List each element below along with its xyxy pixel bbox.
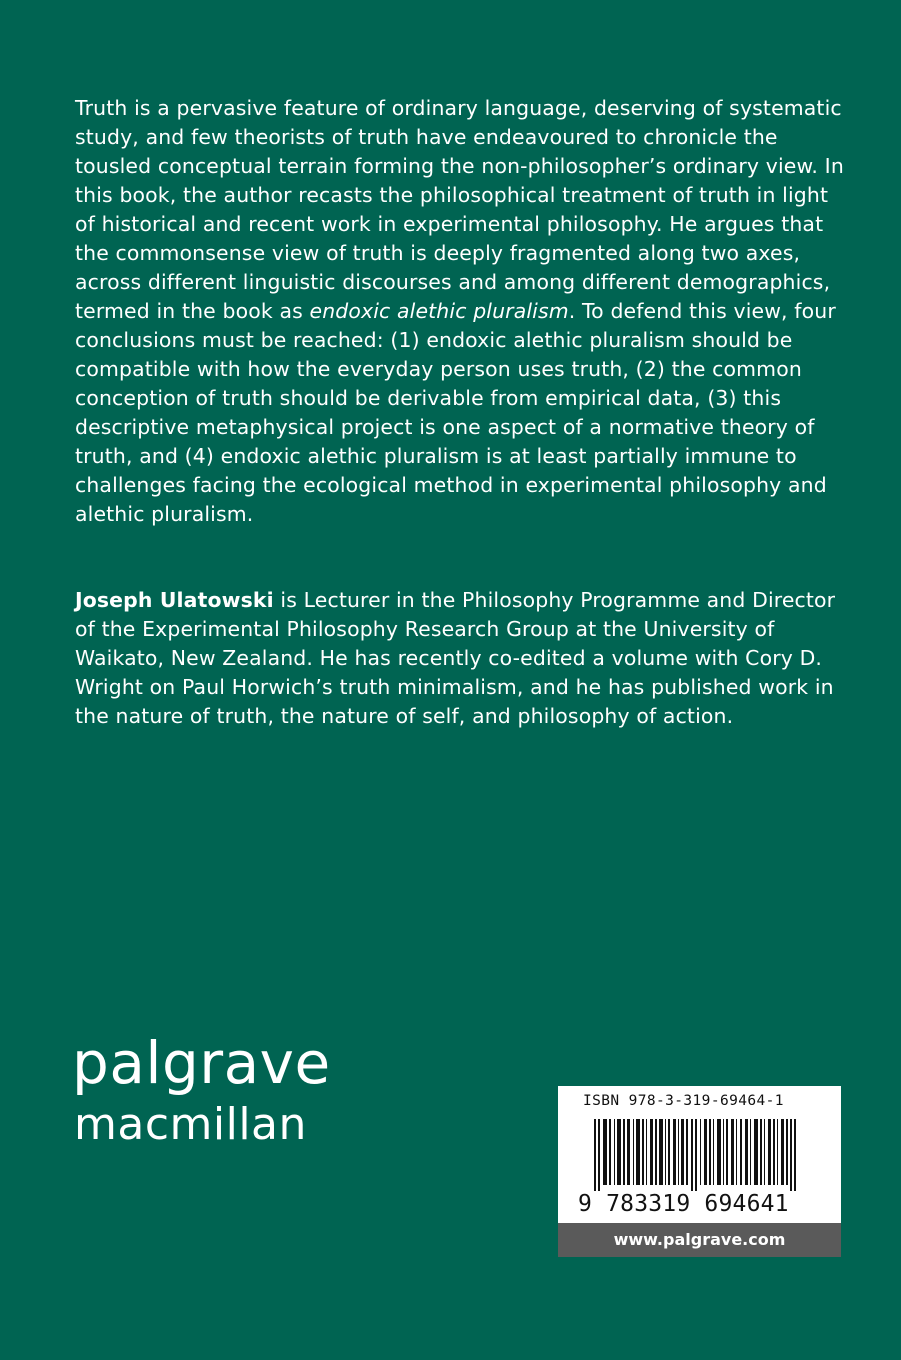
blurb-italic-term: endoxic alethic pluralism bbox=[309, 299, 569, 323]
blurb-text-before: Truth is a pervasive feature of ordinary language, deserving of systematic study, and few theorists of truth have endeavoured to chronicle the tousled conceptual terrain forming the non-philosopher’s ordinary view. In this book, the author recasts the philosophical treatment of truth in light of historical and recent work in experimental philosophy. He argues that the commonsense view of truth is deeply fragmented along two axes, across different linguistic discourses and among different demographics, termed in the book as bbox=[75, 96, 844, 323]
isbn-label: ISBN 978-3-319-69464-1 bbox=[583, 1093, 784, 1109]
author-name: Joseph Ulatowski bbox=[75, 588, 274, 612]
blurb-text-after: . To defend this view, four conclusions must be reached: (1) endoxic alethic pluralism should be compatible with how the everyday person uses truth, (2) the common conception of truth should be derivable from empirical data, (3) this descriptive metaphysical project is one aspect of a normative theory of truth, and (4) endoxic alethic pluralism is at least partially immune to challenges facing the ecological method in experimental philosophy and alethic pluralism. bbox=[75, 299, 836, 526]
blurb-paragraph bbox=[75, 94, 850, 529]
author-bio-text: is Lecturer in the Philosophy Programme and Director of the Experimental Philosophy Research Group at the University of Waikato, New Zealand. He has recently co-edited a volume with Cory D. Wright on Paul Horwich’s truth minimalism, and he has published work in the nature of truth, the nature of self, and philosophy of action. bbox=[75, 588, 836, 728]
author-bio bbox=[75, 586, 850, 731]
publisher-logo bbox=[72, 1029, 331, 1156]
logo-line-palgrave: palgrave bbox=[72, 1029, 331, 1097]
logo-line-macmillan: macmillan bbox=[74, 1099, 307, 1150]
publisher-url: www.palgrave.com bbox=[558, 1223, 841, 1257]
barcode-panel bbox=[558, 1086, 841, 1257]
barcode-digits: 9 783319 694641 bbox=[578, 1191, 789, 1217]
barcode-bars-icon bbox=[558, 1119, 841, 1191]
